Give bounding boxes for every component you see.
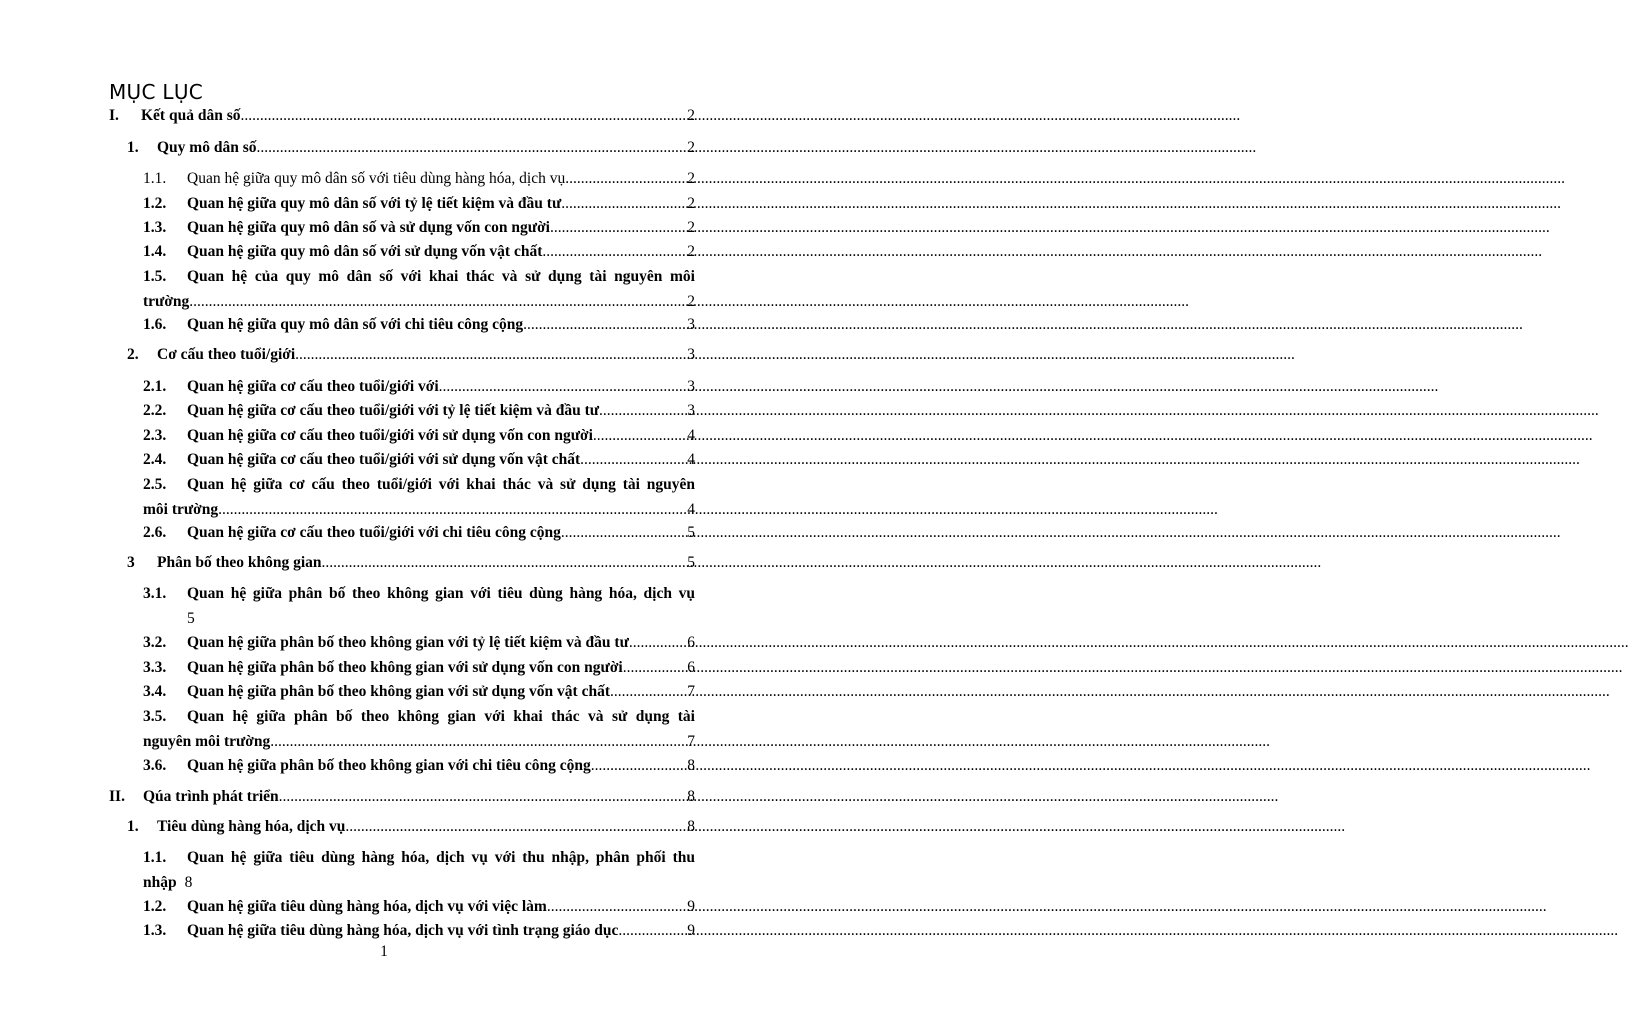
toc-entry-title: Quan hệ giữa cơ cấu theo tuổi/giới với khai thác và sử dụng tài nguyên [187,476,695,493]
toc-entry-page: 3 [687,378,695,395]
toc-entry-number: 2. [127,346,139,363]
toc-entry-title: Quan hệ giữa cơ cấu theo tuổi/giới với sử dụng vốn vật chất [187,451,581,468]
toc-entry-title: Quan hệ giữa quy mô dân số với tiêu dùng hàng hóa, dịch vụ [187,170,566,187]
toc-entry-level3[interactable] [143,895,695,920]
toc-leader-dots [523,313,687,338]
toc-entry-page: 5 [687,524,695,541]
toc-entry-title: Quan hệ giữa cơ cấu theo tuổi/giới với [187,378,439,395]
toc-entry-page: 8 [687,818,695,835]
page-number: 1 [380,943,388,960]
toc-entry-page: 3 [687,402,695,419]
toc-leader-dots [345,815,687,840]
toc-entry-number: 1.1. [143,849,167,866]
toc-entry-page: 3 [687,316,695,333]
toc-entry-title: Quan hệ giữa tiêu dùng hàng hóa, dịch vụ với thu nhập, phân phối thu [187,849,695,866]
toc-entry-number: I. [109,107,119,124]
toc-entry-page: 2 [687,107,695,124]
toc-entry-number: 3.4. [143,683,167,700]
toc-entry-number: 3.3. [143,659,167,676]
toc-entry-page: 2 [687,292,695,310]
toc-entry-number: 2.6. [143,524,167,541]
toc-entry-number: II. [109,788,125,805]
toc-entry-title: Quan hệ giữa quy mô dân số với tỷ lệ tiết kiệm và đầu tư [187,195,562,212]
toc-leader-dots [561,521,687,546]
toc-entry-number: 1.2. [143,898,167,915]
toc-entry-title: Quan hệ giữa cơ cấu theo tuổi/giới với sử dụng vốn con người [187,427,593,444]
toc-entry-page: 2 [687,243,695,260]
toc-entry-title: Phân bố theo không gian [157,554,322,571]
toc-leader-dots [550,216,687,241]
toc-entry-number: 2.5. [143,476,167,493]
toc-entry-page: 4 [687,427,695,444]
toc-entry-page: 5 [687,554,695,571]
toc-entry-title: Quan hệ giữa phân bố theo không gian với khai thác và sử dụng tài [187,708,695,725]
toc-leader-dots [623,656,688,681]
toc-entry-level3[interactable] [143,375,695,400]
toc-entry-page: 8 [687,757,695,774]
toc-entry-title: Quan hệ giữa cơ cấu theo tuổi/giới với chi tiêu công cộng [187,524,561,541]
toc-entry-level3[interactable] [143,473,695,522]
toc-leader-dots [189,290,687,315]
toc-entry-number: 2.2. [143,402,167,419]
toc-entry-number: 1. [127,818,139,835]
toc-entry-level3[interactable] [143,265,695,314]
toc-entry-number: 2.1. [143,378,167,395]
toc-entry-level2[interactable] [127,551,695,576]
toc-entry-level3[interactable] [143,680,695,705]
toc-entry-page: 3 [687,346,695,363]
toc-entry-number: 2.4. [143,451,167,468]
toc-entry-number: 2.3. [143,427,167,444]
toc-entry-page: 2 [687,170,695,187]
toc-entry-title-cont: nhập [143,873,177,891]
toc-leader-dots [610,680,687,705]
toc-entry-level3[interactable] [143,313,695,338]
toc-entry-title: Quan hệ giữa phân bố theo không gian với tỷ lệ tiết kiệm và đầu tư [187,634,629,651]
toc-entry-page: 2 [687,219,695,236]
toc-leader-dots [295,343,687,368]
toc-entry-level3[interactable] [143,448,695,473]
toc-entry-number: 1. [127,139,139,156]
toc-leader-dots [279,785,688,810]
toc-entry-number: 1.4. [143,243,167,260]
toc-entry-title: Quan hệ giữa quy mô dân số với sử dụng vốn vật chất [187,243,543,260]
toc-entry-page: 7 [687,683,695,700]
toc-entry-level3[interactable] [143,216,695,241]
toc-entry-level3[interactable] [143,919,695,944]
toc-entry-title-cont: nguyên môi trường [143,732,271,750]
toc-entry-level2[interactable] [127,136,695,161]
toc-entry-number: 3.5. [143,708,167,725]
toc-entry-level3[interactable] [143,656,695,681]
toc-entry-title: Cơ cấu theo tuổi/giới [157,346,296,363]
toc-entry-level2[interactable] [127,815,695,840]
toc-entry-level3[interactable] [143,521,695,546]
toc-entry-page: 8 [687,788,695,805]
toc-entry-title-cont: môi trường [143,500,219,518]
toc-entry-page: 4 [687,451,695,468]
toc-entry-level3[interactable] [143,631,695,656]
toc-entry-title: Quan hệ giữa quy mô dân số và sử dụng vốn con người [187,219,550,236]
toc-leader-dots [547,895,687,920]
document-page [0,0,768,1024]
toc-entry-page: 8 [184,873,193,891]
toc-entry-title-cont: trường [143,292,190,310]
toc-entry-title: Quan hệ giữa tiêu dùng hàng hóa, dịch vụ với tình trạng giáo dục [187,922,619,939]
toc-entry-level3[interactable] [143,846,695,895]
toc-leader-dots [257,136,688,161]
toc-leader-dots [591,754,688,779]
toc-entry-number: 3.1. [143,585,167,602]
toc-entry-number: 3.2. [143,634,167,651]
toc-list [0,0,768,1024]
toc-leader-dots [565,167,687,192]
toc-entry-level1[interactable] [109,785,695,810]
toc-entry-title: Quan hệ của quy mô dân số với khai thác và sử dụng tài nguyên môi [187,268,695,285]
toc-entry-page: 6 [687,659,695,676]
toc-entry-number: 1.1. [143,170,167,187]
toc-entry-title: Quan hệ giữa quy mô dân số với chi tiêu công cộng [187,316,524,333]
toc-entry-level3[interactable] [143,167,695,192]
toc-entry-title: Tiêu dùng hàng hóa, dịch vụ [157,818,346,835]
toc-leader-dots [561,192,687,217]
toc-entry-level3[interactable] [143,399,695,424]
toc-entry-level3[interactable] [143,582,695,631]
toc-leader-dots [599,399,687,424]
toc-leader-dots [593,424,687,449]
toc-entry-number: 3.6. [143,757,167,774]
toc-entry-page: 9 [687,898,695,915]
toc-entry-title: Kết quả dân số [141,107,241,124]
toc-entry-title: Quan hệ giữa phân bố theo không gian với chi tiêu công cộng [187,757,591,774]
toc-leader-dots [439,375,688,400]
toc-entry-number: 1.3. [143,219,167,236]
toc-entry-level3[interactable] [143,754,695,779]
toc-entry-level3[interactable] [143,424,695,449]
toc-entry-page: 4 [687,500,695,518]
toc-entry-title: Quan hệ giữa phân bố theo không gian với sử dụng vốn vật chất [187,683,610,700]
toc-entry-page: 2 [687,139,695,156]
toc-entry-level1[interactable] [109,104,695,129]
toc-entry-number: 1.3. [143,922,167,939]
toc-leader-dots [270,730,687,755]
toc-entry-page: 6 [687,634,695,651]
toc-leader-dots [241,104,688,129]
toc-entry-number: 1.5. [143,268,167,285]
toc-entry-title: Quan hệ giữa phân bố theo không gian với sử dụng vốn con người [187,659,623,676]
toc-heading: MỤC LỤC [109,80,204,104]
toc-entry-level3[interactable] [143,705,695,754]
toc-entry-title: Quan hệ giữa tiêu dùng hàng hóa, dịch vụ với việc làm [187,898,547,915]
toc-leader-dots [542,240,687,265]
toc-entry-title: Quan hệ giữa cơ cấu theo tuổi/giới với tỷ lệ tiết kiệm và đầu tư [187,402,600,419]
toc-entry-number: 1.6. [143,316,167,333]
toc-entry-level3[interactable] [143,192,695,217]
toc-entry-page: 5 [187,609,195,627]
toc-leader-dots [618,919,687,944]
toc-entry-page: 2 [687,195,695,212]
toc-leader-dots [322,551,688,576]
toc-entry-title: Quy mô dân số [157,139,257,156]
toc-entry-page: 7 [687,732,695,750]
toc-entry-level3[interactable] [143,240,695,265]
toc-leader-dots [580,448,687,473]
toc-leader-dots [629,631,687,656]
toc-entry-number: 3 [127,554,135,571]
toc-entry-number: 1.2. [143,195,167,212]
toc-entry-title: Qúa trình phát triển [143,788,279,805]
toc-leader-dots [218,498,687,523]
toc-entry-page: 9 [687,922,695,939]
toc-entry-title: Quan hệ giữa phân bố theo không gian với tiêu dùng hàng hóa, dịch vụ [187,585,695,602]
toc-entry-level2[interactable] [127,343,695,368]
